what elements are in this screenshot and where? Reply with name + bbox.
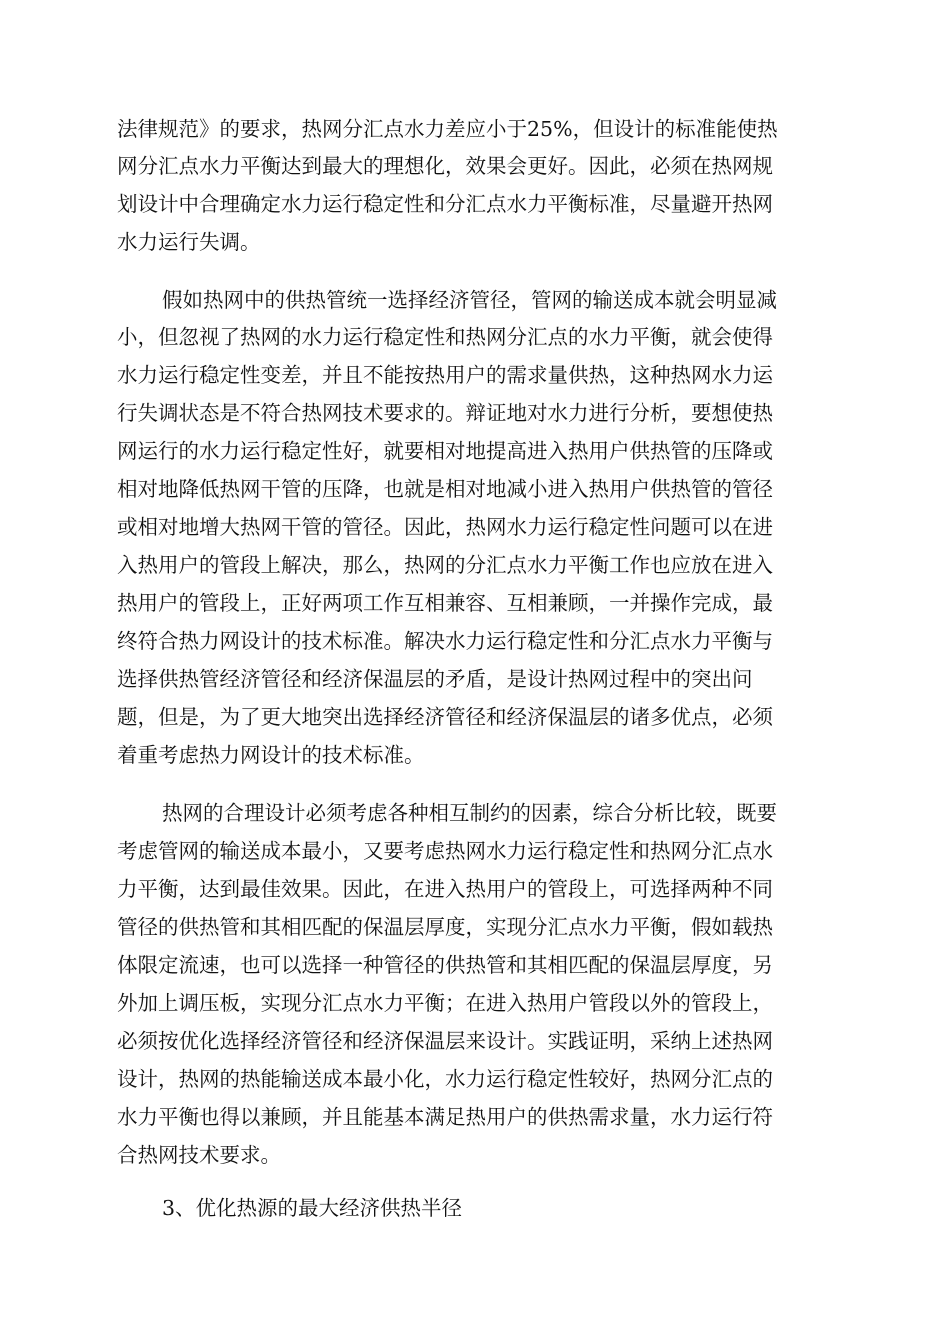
text-line: 设计，热网的热能输送成本最小化，水力运行稳定性较好，热网分汇点的 — [117, 1067, 773, 1091]
text-line: 合热网技术要求。 — [117, 1143, 281, 1167]
section-heading: 3、优化热源的最大经济供热半径 — [162, 1196, 463, 1220]
text-line: 相对地降低热网干管的压降，也就是相对地减小进入热用户供热管的管径 — [117, 477, 773, 501]
text-line: 小，但忽视了热网的水力运行稳定性和热网分汇点的水力平衡，就会使得 — [117, 325, 773, 349]
text-line: 水力运行失调。 — [117, 230, 261, 254]
text-line: 法律规范》的要求，热网分汇点水力差应小于25%，但设计的标准能使热 — [117, 117, 778, 141]
text-line: 体限定流速，也可以选择一种管径的供热管和其相匹配的保温层厚度，另 — [117, 953, 773, 977]
text-line: 假如热网中的供热管统一选择经济管径，管网的输送成本就会明显减 — [162, 288, 777, 312]
text-line: 水力运行稳定性变差，并且不能按热用户的需求量供热，这种热网水力运 — [117, 363, 773, 387]
text-line: 网运行的水力运行稳定性好，就要相对地提高进入热用户供热管的压降或 — [117, 439, 773, 463]
text-line: 考虑管网的输送成本最小，又要考虑热网水力运行稳定性和热网分汇点水 — [117, 839, 773, 863]
text-line: 外加上调压板，实现分汇点水力平衡；在进入热用户管段以外的管段上， — [117, 991, 773, 1015]
text-line: 热网的合理设计必须考虑各种相互制约的因素，综合分析比较，既要 — [162, 801, 777, 825]
text-line: 终符合热力网设计的技术标准。解决水力运行稳定性和分汇点水力平衡与 — [117, 629, 773, 653]
text-line: 选择供热管经济管径和经济保温层的矛盾，是设计热网过程中的突出问 — [117, 667, 753, 691]
text-line: 网分汇点水力平衡达到最大的理想化，效果会更好。因此，必须在热网规 — [117, 154, 773, 178]
text-line: 热用户的管段上，正好两项工作互相兼容、互相兼顾，一并操作完成，最 — [117, 591, 773, 615]
text-line: 必须按优化选择经济管径和经济保温层来设计。实践证明，采纳上述热网 — [117, 1029, 773, 1053]
text-line: 划设计中合理确定水力运行稳定性和分汇点水力平衡标准，尽量避开热网 — [117, 192, 773, 216]
text-line: 入热用户的管段上解决，那么，热网的分汇点水力平衡工作也应放在进入 — [117, 553, 773, 577]
text-line: 管径的供热管和其相匹配的保温层厚度，实现分汇点水力平衡，假如载热 — [117, 915, 773, 939]
text-line: 着重考虑热力网设计的技术标准。 — [117, 743, 425, 767]
text-line: 水力平衡也得以兼顾，并且能基本满足热用户的供热需求量，水力运行符 — [117, 1105, 773, 1129]
text-line: 或相对地增大热网干管的管径。因此，热网水力运行稳定性问题可以在进 — [117, 515, 773, 539]
text-line: 行失调状态是不符合热网技术要求的。辩证地对水力进行分析，要想使热 — [117, 401, 773, 425]
text-line: 力平衡，达到最佳效果。因此，在进入热用户的管段上，可选择两种不同 — [117, 877, 773, 901]
text-line: 题，但是，为了更大地突出选择经济管径和经济保温层的诸多优点，必须 — [117, 705, 773, 729]
